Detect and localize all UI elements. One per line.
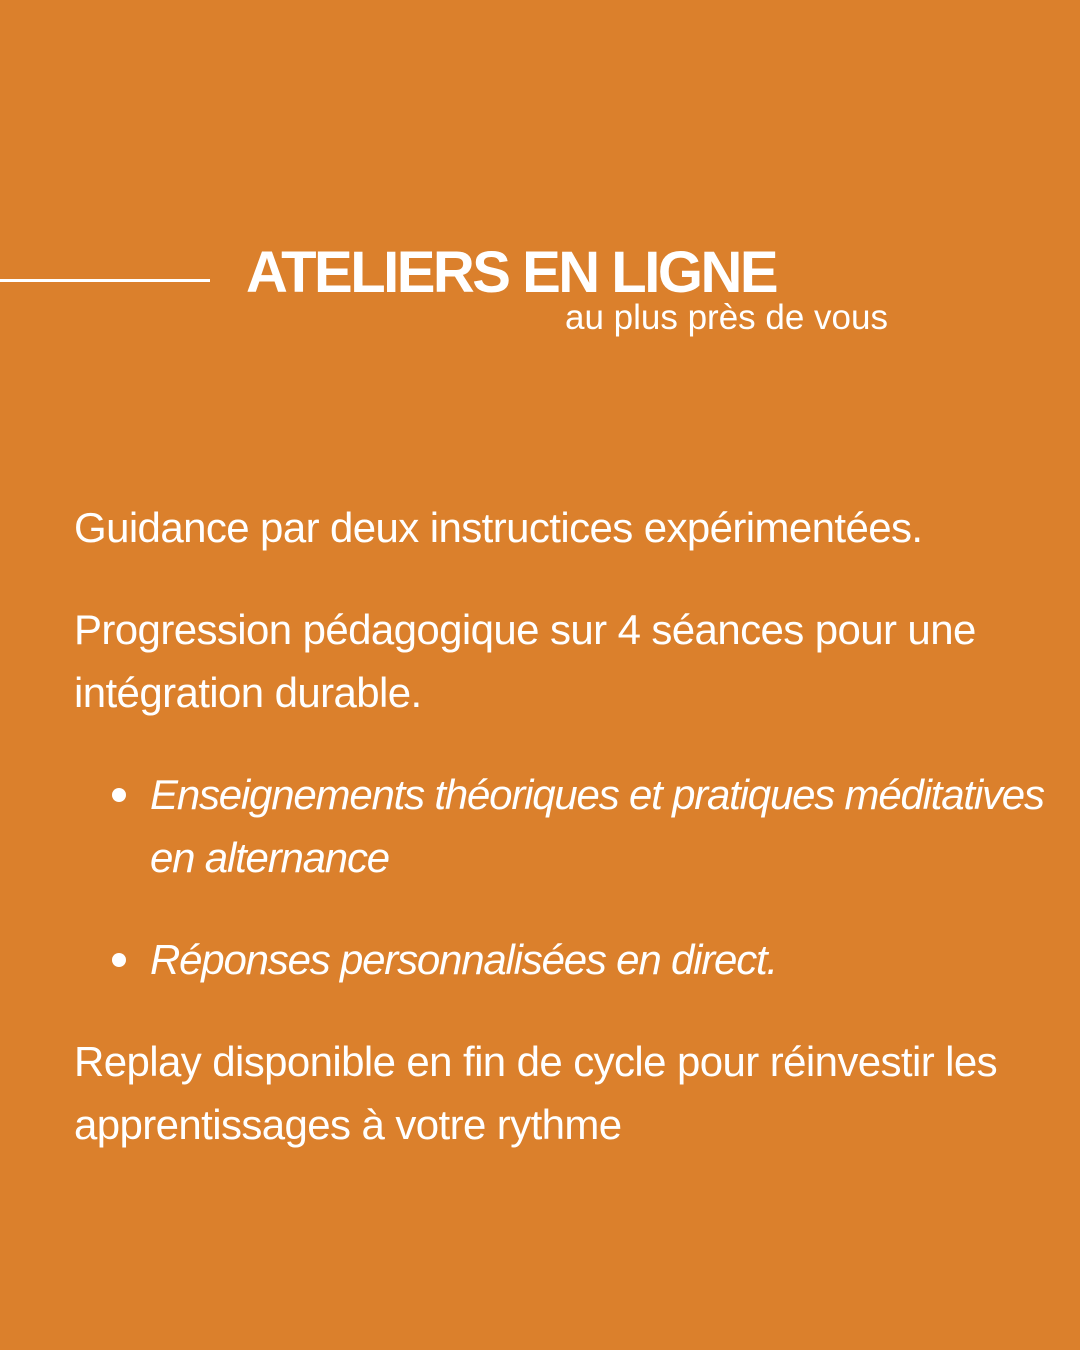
list-item (150, 763, 1050, 889)
progression-paragraph: Progression pédagogique sur 4 séances pour une intégration durable. (74, 606, 976, 716)
list-item-text: Enseignements théoriques et pratiques méditatives en alternance (150, 771, 1044, 881)
replay-paragraph: Replay disponible en fin de cycle pour réinvestir les apprentissages à votre rythme (74, 1038, 998, 1148)
page-title: ATELIERS EN LIGNE (246, 240, 777, 305)
guidance-paragraph: Guidance par deux instructices expérimentées. (74, 504, 923, 551)
list-item (150, 928, 1050, 991)
list-item-text: Réponses personnalisées en direct. (150, 936, 777, 983)
header-divider-line (0, 279, 210, 282)
bullet-dot-icon (112, 788, 126, 802)
features-list (150, 763, 1050, 991)
page-subtitle: au plus près de vous (565, 298, 888, 337)
bullet-dot-icon (112, 953, 126, 967)
